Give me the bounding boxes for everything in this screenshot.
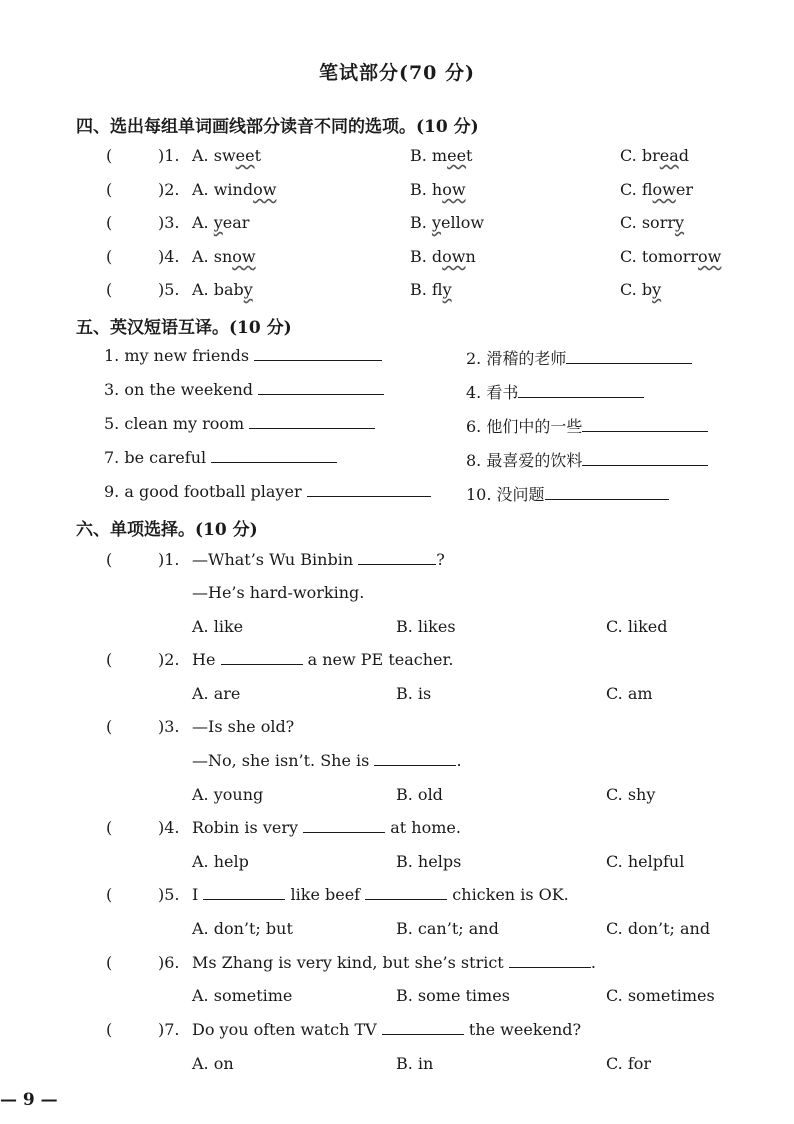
question-text: Robin is very xyxy=(192,818,299,837)
option-b[interactable]: B. some times xyxy=(396,986,510,1005)
option-a[interactable]: A. window xyxy=(192,180,277,199)
options-row xyxy=(0,684,794,710)
phrase-item: 1. my new friends xyxy=(104,346,250,365)
question-text: —Is she old? xyxy=(192,717,295,736)
question-text: Do you often watch TV xyxy=(192,1020,377,1039)
answer-blank[interactable] xyxy=(303,818,385,833)
phrase-item: 6. 他们中的一些 xyxy=(466,417,583,436)
question-row: ( )7. Do you often watch TV the weekend? xyxy=(106,1020,582,1039)
option-a[interactable]: A. like xyxy=(192,617,244,636)
question-text: Ms Zhang is very kind, but she’s strict xyxy=(192,953,504,972)
answer-blank[interactable] xyxy=(545,485,669,500)
phrase-row xyxy=(0,414,794,440)
phrase-row xyxy=(0,380,794,406)
answer-blank[interactable] xyxy=(258,380,384,395)
section-6-heading: 六、单项选择。(10 分) xyxy=(76,520,258,540)
option-c[interactable]: C. for xyxy=(606,1054,652,1073)
options-row xyxy=(0,852,794,878)
phrase-item: 9. a good football player xyxy=(104,482,302,501)
option-c[interactable]: C. liked xyxy=(606,617,668,636)
option-a[interactable]: A. snow xyxy=(192,247,256,266)
answer-blank[interactable] xyxy=(582,417,708,432)
question-row: ( )3. A. year B. yellow C. sorry xyxy=(106,213,685,232)
option-b[interactable]: B. old xyxy=(396,785,443,804)
options-row xyxy=(0,919,794,945)
question-row: ( )3. —Is she old? xyxy=(106,717,295,736)
question-row: ( )5. I like beef chicken is OK. xyxy=(106,885,569,904)
page-title: 笔试部分(70 分) xyxy=(318,62,476,84)
option-a[interactable]: A. don’t; but xyxy=(192,919,293,938)
question-row xyxy=(0,583,794,609)
answer-blank[interactable] xyxy=(254,346,382,361)
option-c[interactable]: C. tomorrow xyxy=(620,247,722,266)
phrase-item: 5. clean my room xyxy=(104,414,245,433)
option-c[interactable]: C. sometimes xyxy=(606,986,715,1005)
answer-blank[interactable] xyxy=(374,751,456,766)
answer-blank[interactable] xyxy=(249,414,375,429)
question-row: ( )4. A. snow B. down C. tomorrow xyxy=(106,247,722,266)
answer-blank[interactable] xyxy=(221,650,303,665)
option-a[interactable]: A. baby xyxy=(192,280,253,299)
option-c[interactable]: C. by xyxy=(620,280,662,299)
option-c[interactable]: C. helpful xyxy=(606,852,685,871)
option-c[interactable]: C. am xyxy=(606,684,653,703)
option-a[interactable]: A. help xyxy=(192,852,249,871)
question-row: ( )4. Robin is very at home. xyxy=(106,818,461,837)
question-row: ( )2. He a new PE teacher. xyxy=(106,650,454,669)
options-row xyxy=(0,785,794,811)
answer-blank[interactable] xyxy=(358,550,436,565)
answer-blank[interactable] xyxy=(203,885,285,900)
phrase-item: 2. 滑稽的老师 xyxy=(466,349,567,368)
question-text: —He’s hard-working. xyxy=(192,583,365,602)
answer-blank[interactable] xyxy=(582,451,708,466)
option-a[interactable]: A. sometime xyxy=(192,986,293,1005)
option-b[interactable]: B. down xyxy=(410,247,476,266)
phrase-item: 4. 看书 xyxy=(466,383,519,402)
option-c[interactable]: C. don’t; and xyxy=(606,919,711,938)
answer-blank[interactable] xyxy=(382,1020,464,1035)
option-b[interactable]: B. yellow xyxy=(410,213,485,232)
question-row: ( )2. A. window B. how C. flower xyxy=(106,180,693,199)
question-text: He xyxy=(192,650,216,669)
answer-blank[interactable] xyxy=(307,482,431,497)
option-b[interactable]: B. fly xyxy=(410,280,452,299)
options-row xyxy=(0,986,794,1012)
question-row: —No, she isn’t. She is . xyxy=(192,751,462,770)
page-number: — 9 — xyxy=(0,1090,58,1110)
option-c[interactable]: C. flower xyxy=(620,180,693,199)
answer-blank[interactable] xyxy=(566,349,692,364)
option-c[interactable]: C. shy xyxy=(606,785,656,804)
answer-blank[interactable] xyxy=(518,383,644,398)
question-row: ( )5. A. baby B. fly C. by xyxy=(106,280,662,299)
phrase-item: 10. 没问题 xyxy=(466,485,545,504)
option-b[interactable]: B. meet xyxy=(410,146,473,165)
question-text: —What’s Wu Binbin xyxy=(192,550,354,569)
option-c[interactable]: C. bread xyxy=(620,146,689,165)
question-text: —No, she isn’t. She is xyxy=(192,751,370,770)
option-a[interactable]: A. sweet xyxy=(192,146,262,165)
phrase-item: 7. be careful xyxy=(104,448,207,467)
option-b[interactable]: B. how xyxy=(410,180,466,199)
option-a[interactable]: A. year xyxy=(192,213,250,232)
answer-blank[interactable] xyxy=(509,953,591,968)
answer-blank[interactable] xyxy=(211,448,337,463)
option-a[interactable]: A. on xyxy=(192,1054,234,1073)
question-row: ( )1. A. sweet B. meet C. bread xyxy=(106,146,689,165)
question-row: ( )1. —What’s Wu Binbin ? xyxy=(106,550,445,569)
phrase-row xyxy=(0,346,794,372)
options-row xyxy=(0,617,794,643)
option-b[interactable]: B. likes xyxy=(396,617,456,636)
phrase-row xyxy=(0,482,794,508)
option-b[interactable]: B. helps xyxy=(396,852,462,871)
phrase-item: 3. on the weekend xyxy=(104,380,254,399)
option-b[interactable]: B. in xyxy=(396,1054,434,1073)
phrase-row xyxy=(0,448,794,474)
option-b[interactable]: B. can’t; and xyxy=(396,919,499,938)
option-a[interactable]: A. are xyxy=(192,684,241,703)
question-text: I xyxy=(192,885,199,904)
section-5-heading: 五、英汉短语互译。(10 分) xyxy=(76,318,292,338)
question-row: ( )6. Ms Zhang is very kind, but she’s strict . xyxy=(106,953,596,972)
answer-blank[interactable] xyxy=(365,885,447,900)
option-c[interactable]: C. sorry xyxy=(620,213,685,232)
phrase-item: 8. 最喜爱的饮料 xyxy=(466,451,583,470)
option-a[interactable]: A. young xyxy=(192,785,264,804)
section-4-heading: 四、选出每组单词画线部分读音不同的选项。(10 分) xyxy=(76,117,479,137)
options-row xyxy=(0,1054,794,1080)
option-b[interactable]: B. is xyxy=(396,684,432,703)
